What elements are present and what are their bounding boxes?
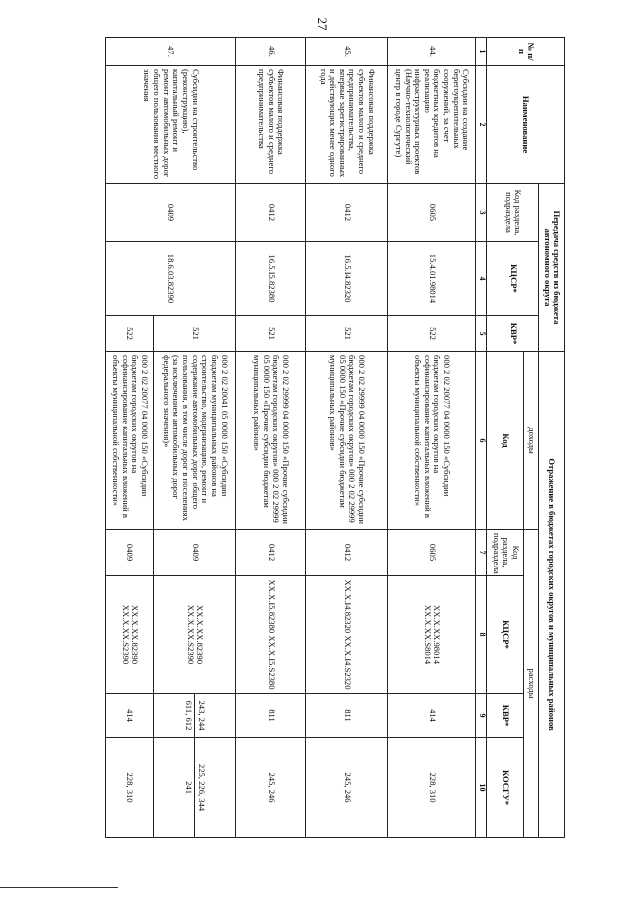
- table-row: [306, 38, 388, 838]
- expense-section: 0412: [306, 530, 388, 576]
- budget-codes-table: [105, 37, 565, 838]
- expense-section: 0409: [154, 530, 236, 576]
- transfer-kvr: 521: [236, 316, 306, 352]
- expense-kcsr: XX.X.XX.98014 XX.X.XX.S8014: [388, 576, 476, 694]
- expense-kvr: 414: [388, 694, 476, 738]
- row-name: Субсидии на создание берегоукрепительных сооружений, за счет бюджетных кредитов на реализацию инфраструктурных проектов (Научно-технологический центр в городе Сургуте): [388, 66, 476, 184]
- col-num: 1: [476, 38, 487, 66]
- row-number: 46.: [236, 38, 306, 66]
- header-reflect-group: Отражение в бюджетах городских округов и муниципальных районов: [539, 352, 565, 838]
- expense-kcsr: XX.X.I5.82380 XX.X.I5.S2380: [236, 576, 306, 694]
- row-name: Финансовая поддержка субъектов малого и среднего предпринимательства, впервые зарегистрированных и действующих менее одного года: [306, 66, 388, 184]
- header-expense-section: Код раздела, подраздела: [487, 530, 524, 576]
- transfer-kvr: 521: [306, 316, 388, 352]
- transfer-kcsr: 16.5.I5.82380: [236, 242, 306, 316]
- header-number: № п/п: [487, 38, 565, 66]
- col-num: 8: [476, 576, 487, 694]
- expense-kvr: 414: [106, 694, 154, 738]
- footnote-divider: [0, 887, 118, 888]
- header-transfer-group: Передача средств из бюджета автономного округа: [539, 184, 565, 352]
- income-code: 000 2 02 29999 04 0000 150 «Прочие субсидии бюджетам городских округов» 000 2 02 29999 05 0000 150 «Прочие субсидии бюджетам муниципальных районов»: [306, 352, 388, 530]
- expense-kosgu: 228, 310: [106, 738, 154, 838]
- header-row-1: [539, 38, 565, 838]
- expense-kosgu: 225, 226, 344: [196, 763, 207, 812]
- transfer-section: 0409: [106, 184, 236, 242]
- header-income: доходы: [524, 352, 539, 530]
- header-transfer-kvr: КВР*: [487, 316, 539, 352]
- header-expense-kosgu: КОСГУ*: [487, 738, 524, 838]
- header-expense-kvr: КВР*: [487, 694, 524, 738]
- expense-kosgu: 245, 246: [236, 738, 306, 838]
- header-transfer-kcsr: КЦСР*: [487, 242, 539, 316]
- col-num: 5: [476, 316, 487, 352]
- col-num: 3: [476, 184, 487, 242]
- expense-kvr: 811: [236, 694, 306, 738]
- row-number: 45.: [306, 38, 388, 66]
- transfer-section: 0412: [306, 184, 388, 242]
- expense-section: 0605: [388, 530, 476, 576]
- income-code: 000 2 02 20041 05 0000 150 «Субсидии бюджетам муниципальных районов на строительство, модернизацию, ремонт и содержание автомобильных дорог общего пользования, в том числе дорог в поселениях (за исключением автомобильных дорог федерального значения)»: [154, 352, 236, 530]
- transfer-kcsr: 18.6.03.82390: [106, 242, 236, 316]
- transfer-kvr: 521: [154, 316, 236, 352]
- transfer-section: 0605: [388, 184, 476, 242]
- expense-kosgu: 245, 246: [306, 738, 388, 838]
- header-expense: расходы: [524, 530, 539, 838]
- expense-kvr: 243, 244: [196, 700, 207, 731]
- table-row: [236, 38, 306, 838]
- expense-kosgu: 228, 310: [388, 738, 476, 838]
- income-code: 000 2 02 20077 04 0000 150 «Субсидии бюджетам городских округов на софинансирование капитальных вложений в объекты муниципальной собственности»: [106, 352, 154, 530]
- header-transfer-section: Код раздела, подраздела: [487, 184, 539, 242]
- table-row: [154, 38, 236, 838]
- column-number-row: [476, 38, 487, 838]
- expense-kosgu-split: [154, 738, 236, 838]
- income-code: 000 2 02 20077 04 0000 150 «Субсидии бюджетам городских округов на софинансирование капитальных вложений в объекты муниципальной собственности»: [388, 352, 476, 530]
- expense-kosgu: 241: [183, 738, 196, 837]
- transfer-kcsr: 16.5.I4.82320: [306, 242, 388, 316]
- expense-section: 0409: [106, 530, 154, 576]
- col-num: 10: [476, 738, 487, 838]
- expense-kvr: 611, 612: [183, 694, 196, 737]
- header-expense-kcsr: КЦСР*: [487, 576, 524, 694]
- expense-kcsr: XX.X.XX.82390 XX.X.XX.S2390: [154, 576, 236, 694]
- expense-kvr-split: [154, 694, 236, 738]
- expense-kvr: 811: [306, 694, 388, 738]
- expense-kcsr: XX.X.I4.82320 XX.X.I4.S2320: [306, 576, 388, 694]
- transfer-kcsr: 15.4.01.98014: [388, 242, 476, 316]
- row-name: Субсидии на строительство (реконструкцию), капитальный ремонт и ремонт автомобильных дорог общего пользования местного значения: [106, 66, 236, 184]
- header-income-code: Код: [487, 352, 524, 530]
- row-number: 44.: [388, 38, 476, 66]
- col-num: 7: [476, 530, 487, 576]
- expense-section: 0412: [236, 530, 306, 576]
- row-number: 47.: [106, 38, 236, 66]
- table-row: [388, 38, 476, 838]
- transfer-kvr: 522: [106, 316, 154, 352]
- header-name: Наименование: [487, 66, 565, 184]
- rotated-table-wrapper: [105, 37, 565, 837]
- col-num: 6: [476, 352, 487, 530]
- transfer-kvr: 522: [388, 316, 476, 352]
- col-num: 4: [476, 242, 487, 316]
- col-num: 9: [476, 694, 487, 738]
- row-name: Финансовая поддержка субъектов малого и среднего предпринимательства: [236, 66, 306, 184]
- expense-kcsr: XX.X.XX.82390 XX.X.XX.S2390: [106, 576, 154, 694]
- page-number: 27: [315, 17, 330, 31]
- transfer-section: 0412: [236, 184, 306, 242]
- income-code: 000 2 02 29999 04 0000 150 «Прочие субсидии бюджетам городских округов» 000 2 02 29999 05 0000 150 «Прочие субсидии бюджетам муниципальных районов»: [236, 352, 306, 530]
- col-num: 2: [476, 66, 487, 184]
